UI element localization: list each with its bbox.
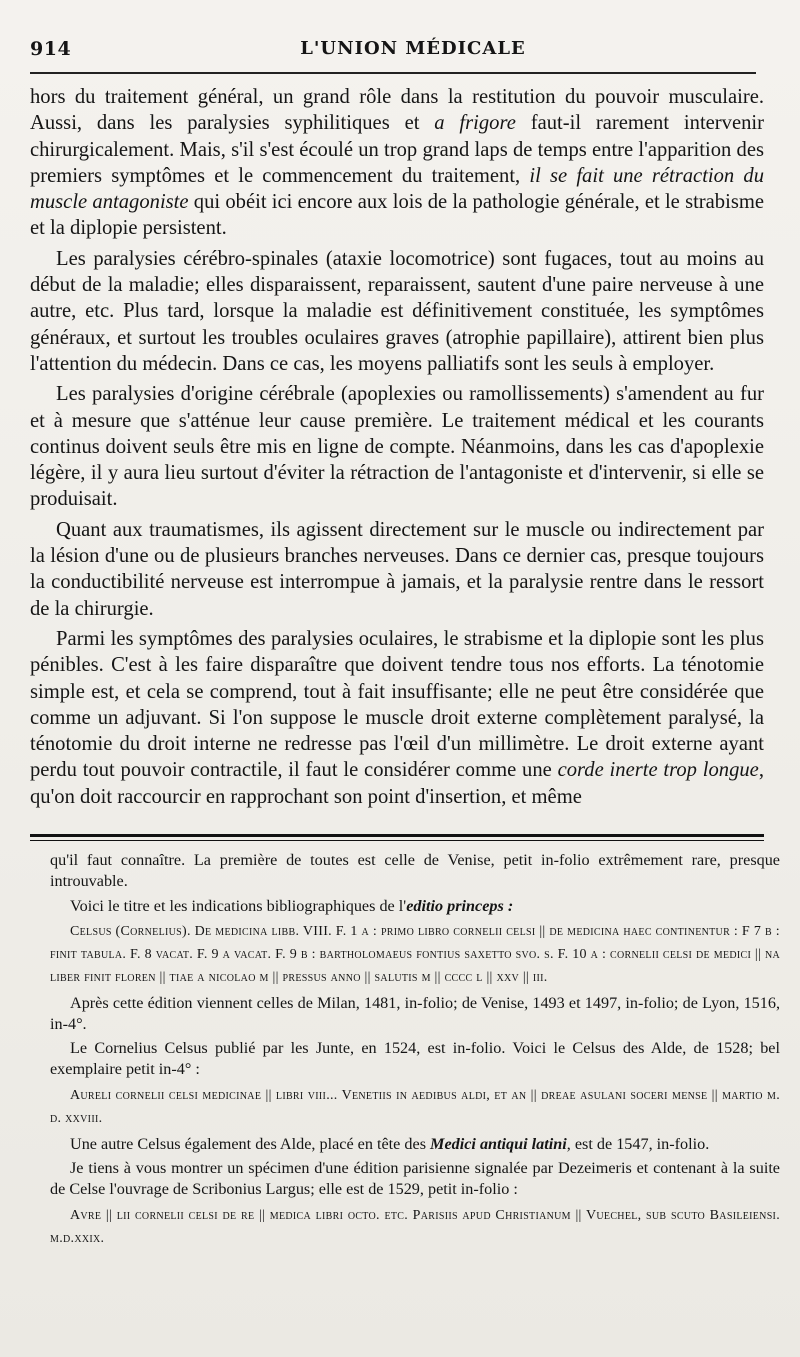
- paragraph-1-text-a: hors du traitement général, un grand rôle dans la restitution du pouvoir musculaire. Aussi, dans les paralysies syphilitiques et: [30, 86, 764, 135]
- feuilleton-paragraph-1: qu'il faut connaître. La première de toutes est celle de Venise, petit in-folio extrêmement rare, presque introuvable.: [50, 851, 780, 890]
- feuilleton-divider-thick: [30, 834, 764, 837]
- paragraph-3: Les paralysies d'origine cérébrale (apoplexies ou ramollissements) s'amendent au fur et à mesure que s'atténue leur cause première. Le traitement médical et les courants continus doivent seuls être mis en ligne de compte. Néanmoins, dans les cas d'apoplexie légère, il y aura lieu surtout d'éviter la rétraction de l'antagoniste et d'intervenir, si elle se produisait.: [30, 383, 764, 511]
- paragraph-5: [30, 626, 764, 810]
- feuilleton-divider-thin: [30, 840, 764, 841]
- feuilleton-paragraph-6-text: Aureli cornelii celsi medicinae || libri viii... Venetiis in aedibus aldi, et an || dreae asulani soceri mense || martio m. d. xxviii.: [50, 1087, 780, 1126]
- header-rule: [30, 72, 756, 74]
- feuilleton-paragraph-2-text-a: Voici le titre et les indications bibliographiques de l': [70, 896, 407, 915]
- feuilleton-paragraph-3-text: Celsus (Cornelius). De medicina libb. VIII. F. 1 a : primo libro cornelii celsi || de medicina haec continentur : F 7 b : finit tabula. F. 8 vacat. F. 9 a vacat. F. 9 b : bartholomaeus fontius saxetto svo. s. F. 10 a : cornelii celsi de medici || na liber finit floren || tiae a nicolao m || pressus anno || salutis m || cccc l || xxv || iii.: [50, 924, 780, 985]
- paragraph-4: Quant aux traumatismes, ils agissent directement sur le muscle ou indirectement par la lésion d'une ou de plusieurs branches nerveuses. Dans ce dernier cas, presque toujours la conductibilité nerveuse est interrompue à jamais, et la paralysie rentre dans le ressort de la chirurgie.: [30, 518, 764, 620]
- main-text: [30, 84, 764, 810]
- feuilleton-paragraph-7-italic-b: Medici antiqui latini: [430, 1134, 567, 1153]
- feuilleton-paragraph-4: Après cette édition viennent celles de Milan, 1481, in-folio; de Venise, 1493 et 1497, in-folio; de Lyon, 1516, in-4°.: [50, 993, 780, 1033]
- feuilleton-text: [50, 850, 780, 1254]
- feuilleton-paragraph-7: [50, 1134, 780, 1155]
- feuilleton-paragraph-7-text-a: Une autre Celsus également des Alde, placé en tête des: [70, 1134, 431, 1153]
- feuilleton-paragraph-2-italic-b: editio princeps :: [406, 896, 514, 915]
- feuilleton-paragraph-8: Je tiens à vous montrer un spécimen d'une édition parisienne signalée par Dezeimeris et contenant à la suite de Celse l'ouvrage de Scribonius Largus; elle est de 1529, petit in-folio :: [50, 1159, 780, 1199]
- running-title: L'UNION MÉDICALE: [300, 38, 526, 59]
- paragraph-2: Les paralysies cérébro-spinales (ataxie locomotrice) sont fugaces, tout au moins au début de la maladie; elles disparaissent, reparaissent, sautent d'une paire nerveuse à une autre, etc. Plus tard, lorsque la maladie est définitivement constituée, les symptômes généraux, et surtout les troubles oculaires graves (atrophie papillaire), attirent bien plus l'attention du médecin. Dans ce cas, les moyens palliatifs sont les seuls à employer.: [30, 247, 764, 375]
- paragraph-1-text-c: faut-il rarement intervenir chirurgicalement. Mais, s'il s'est écoulé un trop grand laps de temps entre l'apparition des premiers symptômes et le commencement du traitement,: [30, 112, 764, 187]
- page-header: [30, 38, 756, 66]
- feuilleton-paragraph-2: [50, 896, 780, 917]
- feuilleton-paragraph-5: Le Cornelius Celsus publié par les Junte, en 1524, est in-folio. Voici le Celsus des Alde, de 1528; bel exemplaire petit in-4° :: [50, 1039, 780, 1079]
- paragraph-1-italic-b: a frigore: [434, 112, 516, 135]
- paragraph-5-text-c: , qu'on doit raccourcir en rapprochant son point d'insertion, et même: [30, 759, 764, 808]
- paragraph-1-text-e: qui obéit ici encore aux lois de la pathologie générale, et le strabisme et la diplopie persistent.: [30, 191, 764, 240]
- feuilleton-paragraph-9-text: Avre || lii cornelii celsi de re || medica libri octo. etc. Parisiis apud Christianum || Vuechel, sub scuto Basileiensi. m.d.xxix.: [50, 1207, 780, 1246]
- feuilleton-paragraph-9: [50, 1204, 780, 1250]
- paragraph-1-italic-d: il se fait une rétraction du muscle antagoniste: [30, 164, 764, 214]
- page-number: 914: [30, 38, 72, 60]
- paragraph-5-italic-b: corde inerte trop longue: [557, 759, 759, 782]
- feuilleton-paragraph-3: [50, 920, 780, 988]
- paragraph-5-text-a: Parmi les symptômes des paralysies oculaires, le strabisme et la diplopie sont les plus pénibles. C'est à les faire disparaître que doivent tendre tous nos efforts. La ténotomie simple est, et cela se comprend, tout à fait insuffisante; elle ne peut être considérée que comme un adjuvant. Si l'on suppose le muscle droit externe complètement paralysé, la ténotomie du droit interne ne redresse pas l'œil d'un millimètre. Le droit externe ayant perdu tout pouvoir contractile, il faut le considérer comme une: [30, 627, 764, 782]
- feuilleton-paragraph-7-text-c: , est de 1547, in-folio.: [566, 1134, 710, 1153]
- feuilleton-paragraph-6: [50, 1084, 780, 1130]
- paragraph-1: [30, 84, 764, 242]
